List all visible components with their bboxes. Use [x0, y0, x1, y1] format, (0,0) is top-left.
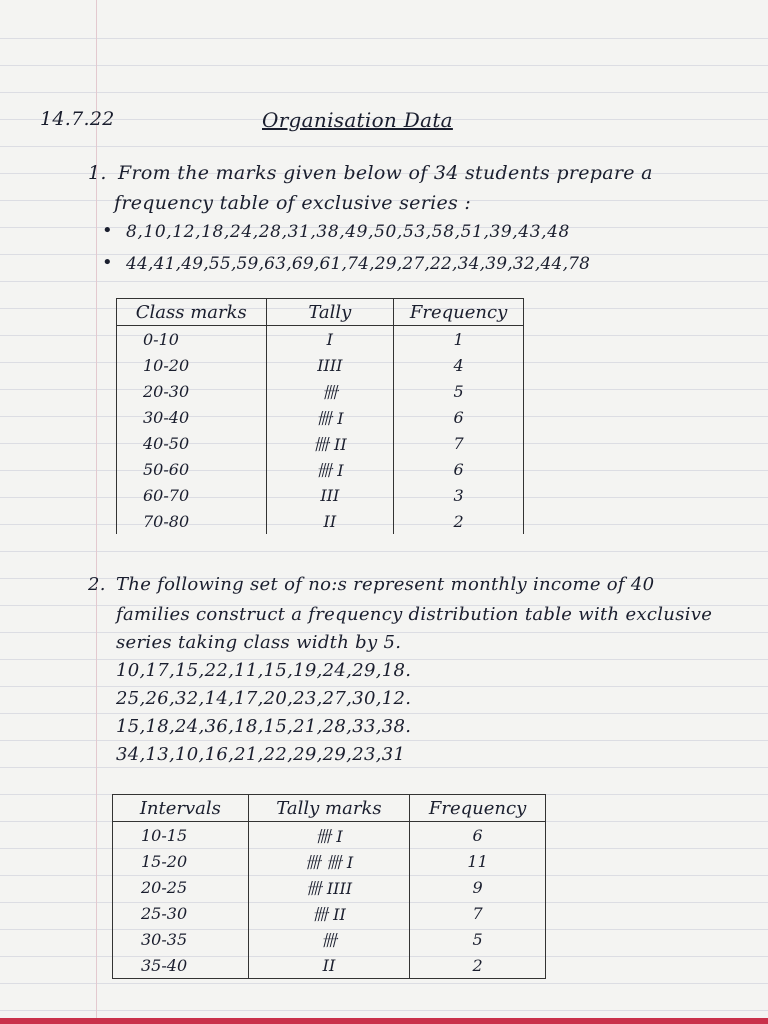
table-row [117, 404, 524, 430]
tally-cell: 卌 II [248, 900, 409, 926]
question-1-data-line-1: 8,10,12,18,24,28,31,38,49,50,53,58,51,39,43,48 [126, 222, 570, 242]
question-1-number: 1. [88, 162, 107, 184]
tally-cell: 卌 I [266, 404, 394, 430]
table-row [113, 874, 546, 900]
question-2-text-line-1: The following set of no:s represent monthly income of 40 [116, 574, 655, 595]
table-row [117, 326, 524, 353]
notebook-bottom-edge [0, 1018, 768, 1024]
tally-cell: I [266, 326, 394, 353]
header-frequency: Frequency [394, 299, 524, 326]
frequency-cell: 3 [453, 485, 464, 505]
table-row [113, 952, 546, 979]
table-row [117, 430, 524, 456]
table-row [117, 482, 524, 508]
header-intervals: Intervals [113, 795, 249, 822]
margin-line [96, 0, 97, 1024]
bullet-icon: • [102, 252, 113, 273]
tally-cell: 卌 IIII [248, 874, 409, 900]
frequency-cell: 6 [472, 825, 483, 845]
class-cell: 60-70 [117, 482, 267, 508]
bullet-icon: • [102, 220, 113, 241]
frequency-cell: 4 [453, 355, 464, 375]
question-2-text-line-3: series taking class width by 5. [116, 632, 402, 653]
frequency-cell: 6 [453, 459, 464, 479]
table-header-row [113, 795, 546, 822]
header-class-marks: Class marks [117, 299, 267, 326]
class-cell: 30-40 [117, 404, 267, 430]
class-cell: 50-60 [117, 456, 267, 482]
question-1-text-line-1: From the marks given below of 34 students prepare a [118, 162, 653, 184]
frequency-cell: 1 [453, 329, 464, 349]
question-2-text-line-2: families construct a frequency distribution table with exclusive [116, 604, 713, 625]
table-row [113, 926, 546, 952]
frequency-cell: 11 [467, 851, 488, 871]
frequency-table-2 [112, 794, 546, 979]
question-2-data-line-2: 25,26,32,14,17,20,23,27,30,12. [116, 688, 412, 709]
tally-cell: 卌 I [266, 456, 394, 482]
question-1-text-line-2: frequency table of exclusive series : [114, 192, 472, 214]
frequency-cell: 2 [472, 955, 483, 975]
frequency-cell: 2 [453, 511, 464, 531]
tally-cell: IIII [266, 352, 394, 378]
frequency-cell: 6 [453, 407, 464, 427]
table-row [117, 456, 524, 482]
class-cell: 40-50 [117, 430, 267, 456]
tally-cell: 卌 [266, 378, 394, 404]
table-row [117, 508, 524, 534]
frequency-cell: 7 [453, 433, 464, 453]
question-2-data-line-3: 15,18,24,36,18,15,21,28,33,38. [116, 716, 412, 737]
tally-cell: III [266, 482, 394, 508]
frequency-cell: 9 [472, 877, 483, 897]
table-row [113, 822, 546, 849]
class-cell: 70-80 [117, 508, 267, 534]
frequency-table-1 [116, 298, 524, 534]
interval-cell: 30-35 [113, 926, 249, 952]
tally-cell: 卌 卌 I [248, 848, 409, 874]
question-2-data-line-4: 34,13,10,16,21,22,29,29,23,31 [116, 744, 406, 765]
interval-cell: 20-25 [113, 874, 249, 900]
class-cell: 20-30 [117, 378, 267, 404]
interval-cell: 10-15 [113, 822, 249, 849]
question-2-number: 2. [88, 574, 106, 595]
page-title: Organisation Data [262, 108, 453, 132]
tally-cell: 卌 II [266, 430, 394, 456]
header-tally-marks: Tally marks [248, 795, 409, 822]
header-tally: Tally [266, 299, 394, 326]
tally-cell: 卌 I [248, 822, 409, 849]
class-cell: 10-20 [117, 352, 267, 378]
tally-cell: II [266, 508, 394, 534]
interval-cell: 15-20 [113, 848, 249, 874]
question-1-data-line-2: 44,41,49,55,59,63,69,61,74,29,27,22,34,39,32,44,78 [126, 254, 591, 274]
frequency-cell: 5 [453, 381, 464, 401]
question-2-data-line-1: 10,17,15,22,11,15,19,24,29,18. [116, 660, 412, 681]
table-row [117, 352, 524, 378]
table-header-row [117, 299, 524, 326]
table-row [113, 900, 546, 926]
table-row [113, 848, 546, 874]
tally-cell: II [248, 952, 409, 979]
frequency-cell: 5 [472, 929, 483, 949]
interval-cell: 25-30 [113, 900, 249, 926]
frequency-cell: 7 [472, 903, 483, 923]
tally-cell: 卌 [248, 926, 409, 952]
header-frequency: Frequency [410, 795, 546, 822]
table-row [117, 378, 524, 404]
date: 14.7.22 [40, 108, 115, 130]
interval-cell: 35-40 [113, 952, 249, 979]
class-cell: 0-10 [117, 326, 267, 353]
